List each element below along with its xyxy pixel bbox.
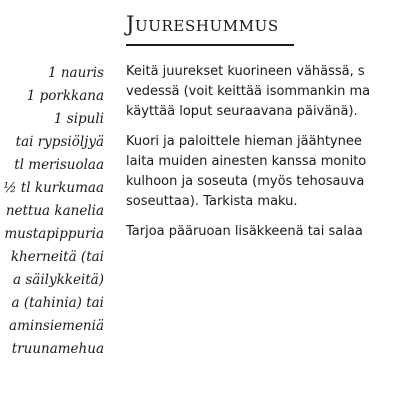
instruction-line: kulhoon ja soseuta (myös tehosauva xyxy=(126,174,365,189)
instruction-line: vedessä (voit keittää isommankin ma xyxy=(126,84,371,99)
ingredient-item: nettua kanelia xyxy=(5,203,104,219)
instruction-line: Kuori ja paloittele hieman jäähtynee xyxy=(126,134,362,149)
ingredient-item: truunamehua xyxy=(11,341,104,357)
recipe-title: Juureshummus xyxy=(126,12,279,36)
instruction-line: soseuttaa). Tarkista maku. xyxy=(126,194,298,209)
ingredient-item: tai rypsiöljyä xyxy=(15,134,104,150)
ingredient-item: kherneitä (tai xyxy=(10,249,104,265)
instruction-paragraph xyxy=(126,62,400,122)
title-underline xyxy=(126,44,294,46)
instruction-paragraph xyxy=(126,132,400,212)
ingredient-item: 1 sipuli xyxy=(53,111,104,127)
ingredient-item: 1 porkkana xyxy=(26,88,104,104)
ingredient-item: aminsiemeniä xyxy=(9,318,104,334)
instruction-text xyxy=(126,62,400,252)
ingredient-item: 1 nauris xyxy=(47,65,104,81)
ingredient-item: a (tahinia) tai xyxy=(11,295,104,311)
ingredient-item: a säilykkeitä) xyxy=(13,272,104,288)
instruction-paragraph xyxy=(126,222,400,242)
ingredient-item: mustapippuria xyxy=(4,226,104,242)
ingredient-item: ½ tl kurkumaa xyxy=(3,180,104,196)
instruction-line: käyttää loput seuraavana päivänä). xyxy=(126,104,358,119)
instruction-line: Keitä juurekset kuorineen vähässä, s xyxy=(126,64,365,79)
ingredient-item: tl merisuolaa xyxy=(14,157,104,173)
ingredient-list xyxy=(0,62,104,361)
instruction-line: Tarjoa pääruoan lisäkkeenä tai salaa xyxy=(126,224,363,239)
instruction-line: laita muiden ainesten kanssa monito xyxy=(126,154,367,169)
